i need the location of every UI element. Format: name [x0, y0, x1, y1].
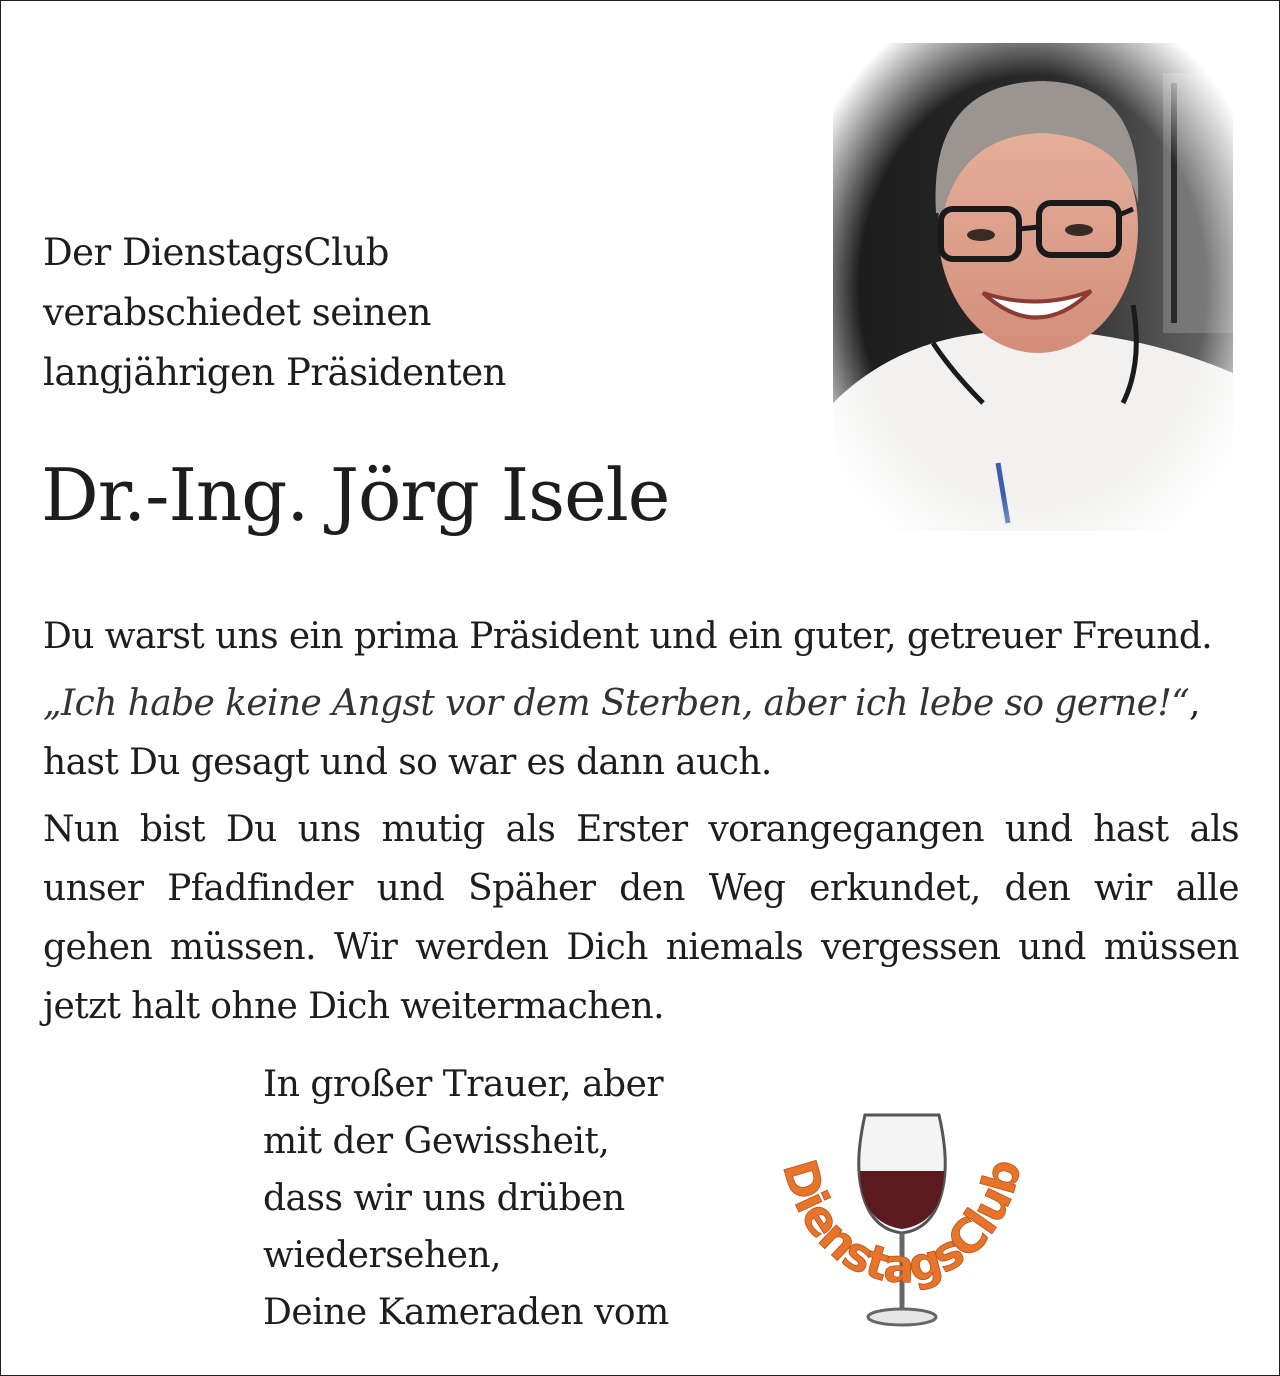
intro-line-1: Der DienstagsClub: [43, 231, 389, 274]
closing-line-5: Deine Kameraden vom: [263, 1292, 669, 1333]
logo-text: DienstagsClub: [772, 1153, 1032, 1294]
closing-line-4: wiedersehen,: [263, 1235, 502, 1276]
closing-line-1: In großer Trauer, aber: [263, 1064, 664, 1105]
wine-fill-icon: [860, 1171, 944, 1229]
intro-line-3: langjährigen Präsidenten: [43, 351, 506, 394]
deceased-name: Dr.-Ing. Jörg Isele: [41, 453, 670, 537]
closing-text: [263, 1056, 763, 1341]
quote-text: „Ich habe keine Angst vor dem Sterben, aber ich lebe so gerne!“: [43, 683, 1190, 724]
closing-line-2: mit der Gewissheit,: [263, 1121, 610, 1162]
body-paragraph-3-line-2: unser Pfadfinder und Späher den Weg erkundet, den wir alle: [43, 868, 1239, 909]
quote-line: [43, 674, 1239, 733]
body-paragraph-3-line-4: jetzt halt ohne Dich weitermachen.: [43, 986, 664, 1027]
quote-suffix: ,: [1189, 683, 1200, 724]
intro-text: [43, 223, 743, 403]
body-paragraph-3-line-3: gehen müssen. Wir werden Dich niemals vergessen und müssen: [43, 927, 1239, 968]
closing-line-3: dass wir uns drüben: [263, 1178, 625, 1219]
intro-line-2: verabschiedet seinen: [43, 291, 431, 334]
body-paragraph-2: hast Du gesagt und so war es dann auch.: [43, 742, 772, 783]
portrait-photo: [833, 43, 1233, 531]
body-paragraph-1: Du warst uns ein prima Präsident und ein guter, getreuer Freund.: [43, 616, 1213, 657]
body-text: [43, 607, 1239, 1036]
dienstagsclub-logo: [757, 1089, 1047, 1359]
body-paragraph-3-line-1: Nun bist Du uns mutig als Erster vorangegangen und hast als: [43, 809, 1239, 850]
wine-glass-foot-icon: [868, 1309, 936, 1325]
